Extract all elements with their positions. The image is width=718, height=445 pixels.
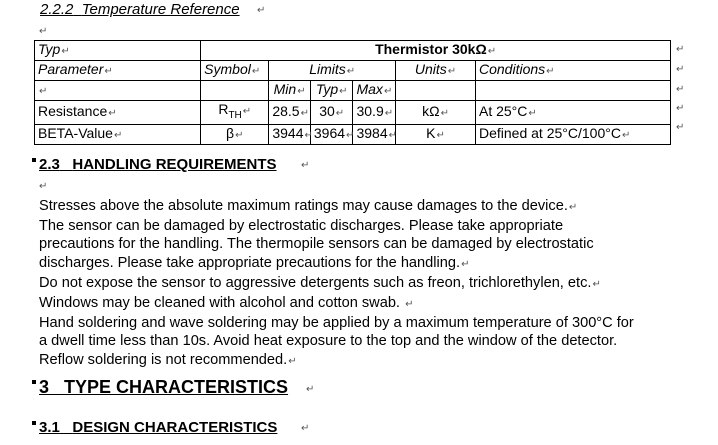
heading-bullet	[32, 158, 36, 162]
units-header-cell: Units↵	[396, 61, 476, 81]
max-cell: 3984↵	[353, 124, 396, 144]
min-cell: 28.5↵	[269, 101, 311, 125]
heading-bullet	[32, 380, 36, 384]
section-title: TYPE CHARACTERISTICS	[64, 377, 289, 397]
text-line: Stresses above the absolute maximum ratings may cause damages to the device.↵	[39, 198, 578, 214]
typ-header-cell: Typ↵	[310, 81, 353, 101]
min-cell: 3944↵	[269, 124, 311, 144]
paragraph-mark: ↵	[301, 160, 310, 171]
table-cell	[201, 81, 269, 101]
min-header-cell: Min↵	[269, 81, 311, 101]
paragraph-mark: ↵	[39, 26, 48, 37]
thermistor-title-cell: Thermistor 30kΩ↵	[201, 41, 671, 61]
paragraph-mark: ↵	[301, 423, 310, 434]
parameter-cell: BETA-Value↵	[35, 124, 201, 144]
text-line: Reflow soldering is not recommended.↵	[39, 351, 297, 368]
handling-paragraph	[39, 197, 709, 371]
table-row	[35, 124, 671, 144]
symbol-cell: β↵	[201, 124, 269, 144]
max-header-cell: Max↵	[353, 81, 396, 101]
conditions-header-cell: Conditions↵	[475, 61, 670, 81]
typ-label-cell: Typ↵	[35, 41, 201, 61]
text-line: The sensor can be damaged by electrostatic discharges. Please take appropriate	[39, 218, 564, 235]
units-cell: K↵	[396, 124, 476, 144]
limits-header-cell: Limits↵	[269, 61, 396, 81]
section-number: 2.3	[39, 156, 60, 173]
row-end-mark: ↵	[676, 122, 685, 133]
section-3-heading	[39, 377, 288, 398]
conditions-cell: Defined at 25°C/100°C↵	[475, 124, 670, 144]
section-2-2-2-heading	[40, 1, 240, 18]
text-line: Windows may be cleaned with alcohol and cotton swab. ↵	[39, 295, 414, 312]
paragraph-mark: ↵	[257, 5, 266, 16]
paragraph-mark: ↵	[306, 384, 315, 395]
parameter-cell: Resistance↵	[35, 101, 201, 125]
section-number: 3.1	[39, 419, 60, 436]
table-row	[35, 81, 671, 101]
typ-cell: 3964↵	[310, 124, 353, 144]
symbol-header-cell: Symbol↵	[201, 61, 269, 81]
row-end-mark: ↵	[676, 84, 685, 95]
section-number: 2.2.2	[40, 1, 74, 18]
text-line: discharges. Please take appropriate precautions for the handling.↵	[39, 254, 470, 271]
text-line: Do not expose the sensor to aggressive detergents such as freon, trichlorethylen, etc.↵	[39, 274, 601, 291]
row-end-mark: ↵	[676, 64, 685, 75]
table-cell	[396, 81, 476, 101]
text-line: Hand soldering and wave soldering may be applied by a maximum temperature of 300°C for	[39, 315, 634, 332]
table-cell	[475, 81, 670, 101]
parameter-header-cell: Parameter↵	[35, 61, 201, 81]
table-row	[35, 101, 671, 125]
typ-cell: 30↵	[310, 101, 353, 125]
text-line: precautions for the handling. The thermopile sensors can be damaged by electrostatic	[39, 236, 594, 253]
conditions-cell: At 25°C↵	[475, 101, 670, 125]
max-cell: 30.9↵	[353, 101, 396, 125]
section-3-1-heading	[39, 419, 277, 436]
thermistor-spec-table	[34, 40, 671, 145]
text-line: a dwell time less than 10s. Avoid heat exposure to the top and the window of the detector.	[39, 333, 618, 350]
row-end-mark: ↵	[676, 44, 685, 55]
section-title: DESIGN CHARACTERISTICS	[72, 419, 278, 436]
row-end-mark: ↵	[676, 103, 685, 114]
table-row	[35, 41, 671, 61]
paragraph-mark: ↵	[39, 181, 48, 192]
table-cell: ↵	[35, 81, 201, 101]
symbol-cell: $R_{TH}↵$	[201, 101, 269, 125]
heading-bullet	[32, 421, 36, 425]
section-title: Temperature Reference	[81, 1, 240, 18]
table-row	[35, 61, 671, 81]
section-2-3-heading	[39, 156, 277, 173]
section-title: HANDLING REQUIREMENTS	[72, 156, 277, 173]
section-number: 3	[39, 377, 50, 397]
units-cell: kΩ↵	[396, 101, 476, 125]
